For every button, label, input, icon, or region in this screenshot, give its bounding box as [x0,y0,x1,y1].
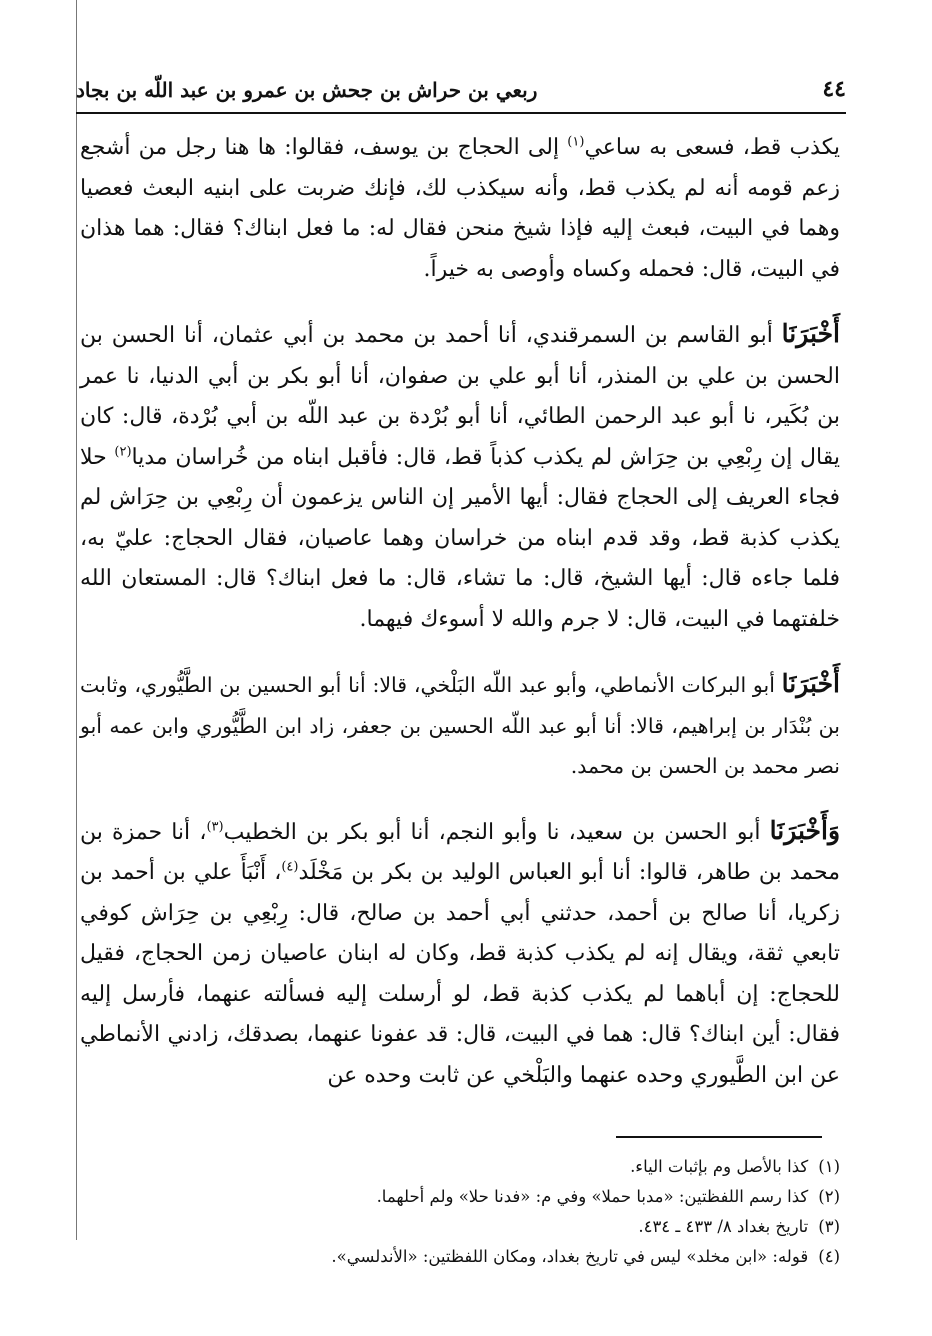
footnote-ref: (٢) [114,444,132,460]
paragraph-text: أبو القاسم بن السمرقندي، أنا أحمد بن محمد بن أبي عثمان، أنا الحسن بن الحسن بن علي بن المنذر، أنا أبو علي بن صفوان، أنا أبو بكر بن أبي الدنيا، نا عمر بن بُكَير، نا أبو عبد الرحمن الطائي، أنا أبو بُرْدة بن عبد اللّه بن أبي بُرْدة، قال: كان يقال إن رِبْعِي بن حِرَاش لم يكذب كذباً قط، قال: فأقبل ابناه من خُراسان مديا [80,323,840,470]
footnote-ref: (٣) [206,819,224,835]
scan-edge-line [76,0,77,1240]
footnote-text: قوله: «ابن مخلد» ليس في تاريخ بغداد، ومكان اللفظتين: «الأندلسي». [331,1247,809,1266]
footnote-text: تاريخ بغداد ٨/ ٤٣٣ ـ ٤٣٤. [638,1217,809,1236]
paragraph-text: إلى الحجاج بن يوسف، فقالوا: ها هنا رجل من أشجع زعم قومه أنه لم يكذب قط، وأنه سيكذب لك، فإنك ضربت على ابنيه البعث فعصيا وهما في البيت، فبعث إليه فإذا شيخ منحن فقال له: ما فعل ابناك؟ فقال: هما هذان في البيت، قال: فحمله وكساه وأوصى به خيراً. [80,135,840,282]
page-number: ٤٤ [822,76,846,102]
footnote-text: كذا بالأصل وم بإثبات الياء. [630,1157,809,1176]
keyword-wa-akhbarana: وَأَخْبَرَنَا [769,815,841,845]
footnote-3 [100,1212,840,1242]
footnote-number: (٢) [818,1187,840,1206]
footnotes [100,1152,840,1272]
paragraph-4 [80,811,840,1097]
footnote-1 [100,1152,840,1182]
paragraph-text: حلا فجاء العريف إلى الحجاج فقال: أيها الأمير إن الناس يزعمون أن رِبْعِي بن حِرَاش لم يكذب كذبة قط، وقد قدم ابناه من خراسان وهما عاصيان، فقال الحجاج: عليّ به، فلما جاءه قال: أيها الشيخ، قال: ما تشاء، قال: ما فعل ابناك؟ قال: المستعان الله خلفتهما في البيت، قال: لا جرم والله لا أسوءك فيهما. [80,444,840,632]
footnote-ref: (٤) [281,859,299,875]
paragraph-3 [80,664,840,787]
footnote-separator [616,1136,822,1138]
footnote-text: كذا رسم اللفظتين: «مدبا حملا» وفي م: «فدنا حلا» ولم أحلهما. [376,1187,809,1206]
paragraph-text: يكذب قط، فسعى به ساعي [584,135,840,160]
footnote-2 [100,1182,840,1212]
paragraph-text: ، أَنْبَأَ علي بن أحمد بن زكريا، أنا صالح بن أحمد، حدثني أبي أحمد بن صالح، قال: رِبْعِي بن حِرَاش كوفي تابعي ثقة، ويقال إنه لم يكذب كذبة قط، وكان له ابنان عاصيان زمن الحجاج، فقيل للحجاج: إن أباهما لم يكذب كذبة قط، لو أرسلت إليه فسألته عنهما، فأرسل إليه فقال: أين ابناك؟ قال: هما في البيت، قال: قد عفونا عنهما، بصدقك، زادني الأنماطي عن ابن الطَّيوري وحده عنهما والبَلْخي عن ثابت وحده عن [80,860,840,1088]
paragraph-text: أبو البركات الأنماطي، وأبو عبد اللّه البَلْخي، قالا: أنا أبو الحسين بن الطَّيُّوري، وثابت بن بُنْدَار بن إبراهيم، قالا: أنا أبو عبد اللّه الحسين بن جعفر، زاد ابن الطَّيُّوري وابن عمه أبو نصر محمد بن الحسن بن محمد. [80,673,840,778]
footnote-4 [100,1242,840,1272]
paragraph-2 [80,314,840,640]
footnote-ref: (١) [567,134,585,150]
main-text [80,128,840,1120]
keyword-akhbarana: أَخْبَرَنَا [781,669,840,698]
paragraph-text: أبو الحسن بن سعيد، نا وأبو النجم، أنا أبو بكر بن الخطيب [223,819,770,845]
footnote-number: (٤) [818,1247,840,1266]
footnote-number: (١) [818,1157,840,1176]
paragraph-1 [80,128,840,290]
footnote-number: (٣) [818,1217,840,1236]
keyword-akhbarana: أَخْبَرَنَا [781,319,840,348]
page-header [76,72,846,114]
paragraph-text: ، أنا حمزة بن محمد بن طاهر، قالوا: أنا أبو العباس الوليد بن بكر بن مَخْلَد [80,819,840,885]
running-head: ربعي بن حراش بن جحش بن عمرو بن عبد اللّه بن بجاد [76,78,538,102]
